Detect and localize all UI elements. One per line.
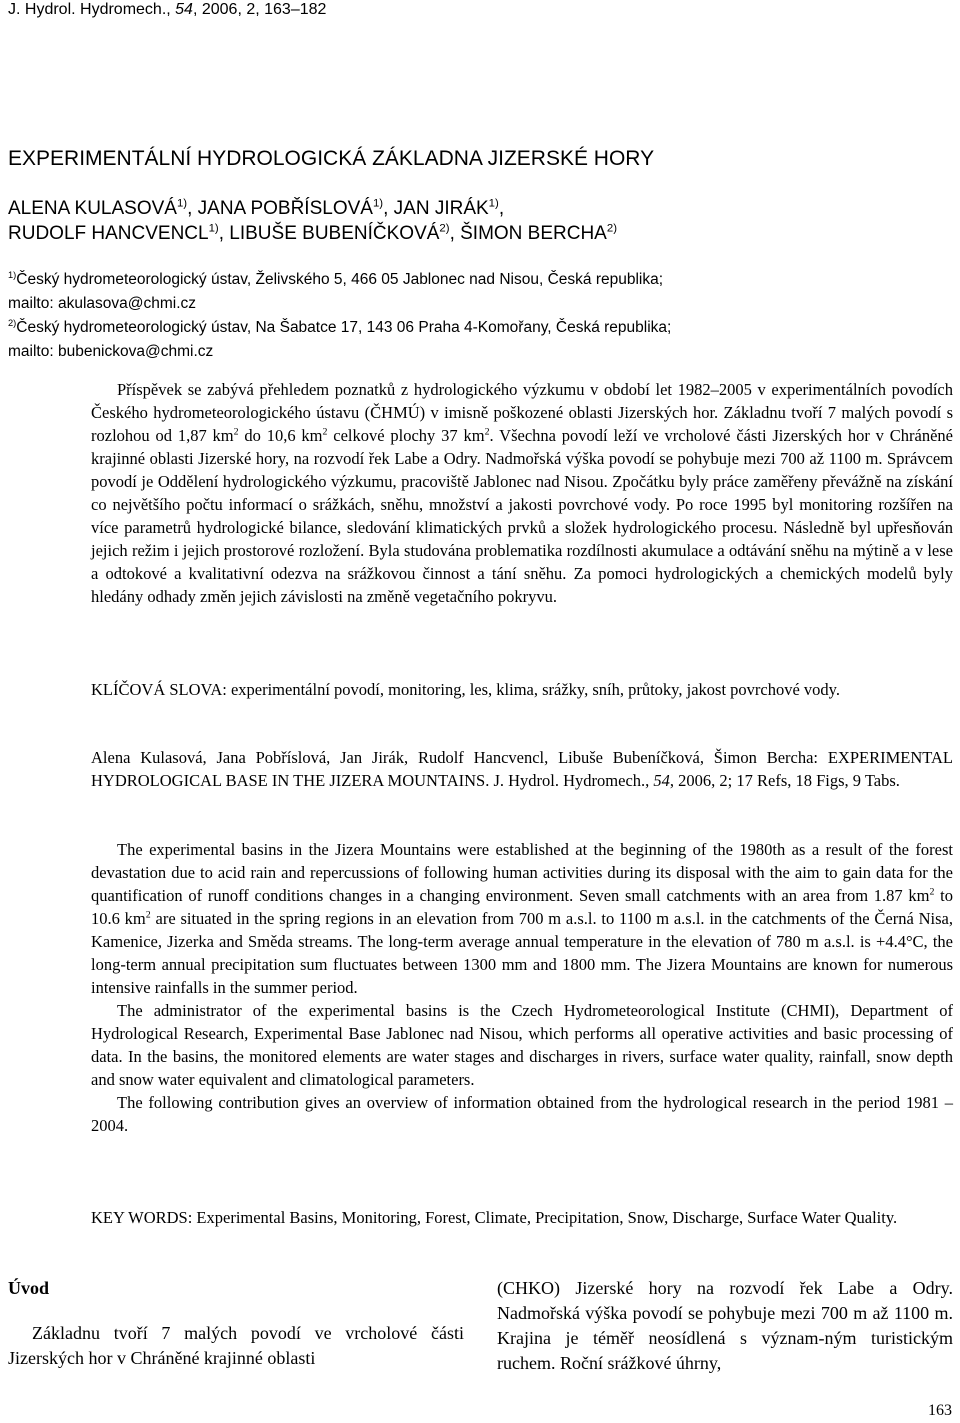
citation bbox=[91, 746, 953, 792]
author-separator: , bbox=[498, 198, 505, 219]
journal-header bbox=[8, 0, 326, 20]
author-name: , ŠIMON BERCHA bbox=[449, 223, 607, 244]
paper-title: EXPERIMENTÁLNÍ HYDROLOGICKÁ ZÁKLADNA JIZERSKÉ HORY bbox=[8, 147, 655, 170]
author-affiliation-mark: 2) bbox=[606, 222, 618, 235]
author-affiliation-mark: 1) bbox=[176, 197, 188, 210]
citation-text: Alena Kulasová, Jana Pobříslová, Jan Jirák, Rudolf Hancvencl, Libuše Bubeníčková, Šimon Bercha: EXPERIMENTAL HYDROLOGICAL BASE IN THE JIZERA MOUNTAINS. J. Hydrol. Hydromech., bbox=[91, 748, 953, 790]
affiliation-email-1[interactable]: mailto: akulasova@chmi.cz bbox=[8, 295, 197, 312]
abstract-paragraph: The following contribution gives an overview of information obtained from the hydrological research in the period 1981 – 2004. bbox=[91, 1093, 953, 1135]
author-name: , LIBUŠE BUBENÍČKOVÁ bbox=[218, 223, 440, 244]
author-affiliation-mark: 1) bbox=[488, 197, 499, 210]
affiliation-address: Český hydrometeorologický ústav, Želivského 5, 466 05 Jablonec nad Nisou, Česká republika; bbox=[16, 271, 664, 288]
citation-volume: 54 bbox=[653, 771, 670, 790]
journal-name: J. Hydrol. Hydromech., bbox=[8, 1, 176, 18]
author-affiliation-mark: 2) bbox=[439, 222, 450, 235]
right-column: (CHKO) Jizerské hory na rozvodí řek Labe a Odry. Nadmořská výška povodí se pohybuje mezi 700 m až 1100 m. Krajina je téměř neosídlená s význam-ným turistickým ruchem. Roční srážkové úhrny, bbox=[497, 1278, 953, 1373]
affiliations bbox=[8, 268, 908, 364]
journal-issue-pages: , 2006, 2, 163–182 bbox=[192, 1, 327, 18]
affiliation-2 bbox=[8, 316, 908, 340]
page-number: 163 bbox=[928, 1402, 952, 1419]
left-column bbox=[8, 1276, 464, 1371]
affiliation-mark: 1) bbox=[8, 269, 17, 280]
affiliation-mark: 2) bbox=[8, 317, 17, 328]
affiliation-email-2[interactable]: mailto: bubenickova@chmi.cz bbox=[8, 343, 214, 360]
author-line-1 bbox=[8, 196, 908, 221]
citation-details: , 2006, 2; 17 Refs, 18 Figs, 9 Tabs. bbox=[669, 771, 900, 790]
author-name: ALENA KULASOVÁ bbox=[8, 198, 177, 219]
abstract-paragraph: The experimental basins in the Jizera Mountains were established at the beginning of the 1980th as a result of the forest devastation due to acid rain and repercussions of following human activities during its disposal with the aim to gain data for the quantification of runoff conditions changes in a changing environment. Seven small catchments with an area from 1.87 $km^2$ to 10.6 $km^2$ are situated in the spring regions in an elevation from 700 m a.s.l. to 1100 m a.s.l. in the catchments of the Černá Nisa, Kamenice, Jizerka and Směda streams. The long-term average annual temperature in the elevation of 780 m a.s.l. is +4.4°C, the long-term annual precipitation sum fluctuates between 1300 mm and 1800 mm. The Jizera Mountains are known for numerous intensive rainfalls in the summer period. bbox=[91, 840, 953, 997]
author-name: , JANA POBŘÍSLOVÁ bbox=[187, 198, 373, 219]
abstract-paragraph: The administrator of the experimental basins is the Czech Hydrometeorological Institute (CHMI), Department of Hydrological Research, Experimental Base Jablonec nad Nisou, which performs all operative activities and basic processing of data. In the basins, the monitored elements are water stages and discharges in rivers, surface water quality, rainfall, snow depth and snow water equivalent and climatological parameters. bbox=[91, 1001, 953, 1089]
keywords-czech: KLÍČOVÁ SLOVA: experimentální povodí, monitoring, les, klima, srážky, sníh, průtoky, jakost povrchové vody. bbox=[91, 680, 840, 699]
abstract-czech: Příspěvek se zabývá přehledem poznatků z hydrologického výzkumu v období let 1982–2005 v experimentálních povodích Českého hydrometeorologického ústavu (ČHMÚ) v imisně poškozené oblasti Jizerských hor. Základnu tvoří 7 malých povodí s rozlohou od 1,87 $km^2$ do 10,6 $km^2$ celkové plochy 37 $km^2$. Všechna povodí leží ve vrcholové části Jizerských hor v Chráněné krajinné oblasti Jizerské hory, na rozvodí řek Labe a Odry. Nadmořská výška povodí se pohybuje mezi 700 až 1100 m. Správcem povodí je Oddělení hydrologického výzkumu, pracoviště Jablonec nad Nisou. Zpočátku byly práce zaměřeny převážně na získání co největšího počtu informací o srážkách, sněhu, množství a jakosti povrchové vody. Po roce 1995 byl monitoring rozšířen na více parametrů hydrologické bilance, sledování klimatických prvků a složek hydrologického procesu. Následně byl upřesňován jejich režim i jejich prostorové rozložení. Byla studována problematika rozdílnosti akumulace a odtávání sněhu na mýtině a v lese a odtokové a kvalitativní odezva na srážkovou činnost a tání sněhu. Za pomoci hydrologických a chemických modelů byly hledány odhady změn jejich závislosti na změně vegetačního pokryvu. bbox=[91, 380, 953, 606]
author-name: , JAN JIRÁK bbox=[383, 198, 489, 219]
affiliation-1 bbox=[8, 268, 908, 292]
author-affiliation-mark: 1) bbox=[372, 197, 384, 210]
author-list bbox=[8, 196, 908, 246]
section-heading: Úvod bbox=[8, 1278, 50, 1298]
section-paragraph: Základnu tvoří 7 malých povodí ve vrcholové části Jizerských hor v Chráněné krajinné oblasti bbox=[8, 1323, 464, 1368]
author-name: RUDOLF HANCVENCL bbox=[8, 223, 209, 244]
author-line-2 bbox=[8, 221, 908, 246]
keywords-english: KEY WORDS: Experimental Basins, Monitoring, Forest, Climate, Precipitation, Snow, Discharge, Surface Water Quality. bbox=[91, 1208, 898, 1227]
journal-volume: 54 bbox=[175, 1, 193, 18]
affiliation-address: Český hydrometeorologický ústav, Na Šabatce 17, 143 06 Praha 4-Komořany, Česká republika; bbox=[16, 319, 672, 336]
author-affiliation-mark: 1) bbox=[208, 222, 219, 235]
abstract-english bbox=[91, 838, 953, 1137]
